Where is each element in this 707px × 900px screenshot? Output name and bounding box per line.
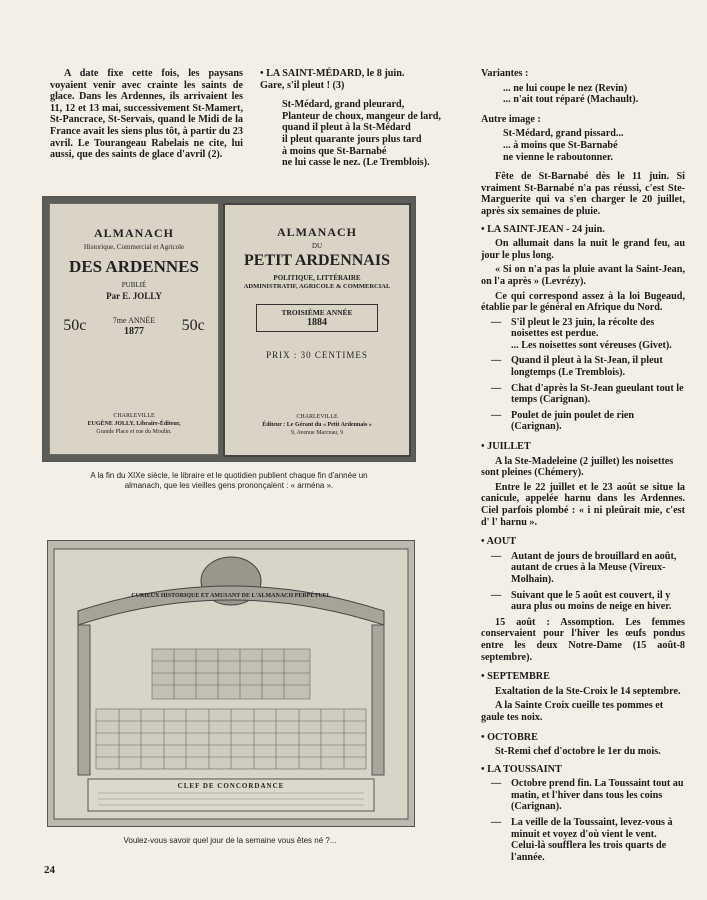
- almanach-left-address: Grande Place et rue du Moulin.: [96, 429, 172, 435]
- almanach-left-publisher: EUGÈNE JOLLY, Libraire-Éditeur,: [87, 421, 181, 427]
- almanach-right-address: 9, Avenue Marceau, 9: [290, 430, 344, 436]
- verse-line: ... à moins que St-Barnabé: [503, 139, 618, 151]
- almanach-left-imprint: [50, 412, 218, 436]
- saying-text: Chat d'après la St-Jean gueulant tout le temps (Carignan).: [511, 382, 684, 406]
- perpetual-calendar-poster: [47, 540, 415, 827]
- almanach-right-title: ALMANACH: [277, 225, 357, 239]
- septembre-heading: • SEPTEMBRE: [481, 671, 550, 682]
- intro-paragraph: A date fixe cette fois, les paysans voyaient venir avec crainte les saints de glace. Dans les Ardennes, ils arrivaient les 11, 12 et 13 mai, successivement St-Mamert, St-Pancrace, St-Servais, quand le Midi de la France avait les siens plus tôt, à partir du 23 avril. Le Tourangeau Rabelais ne cite, lui aussi, que des saints de glace d'avril (2).: [50, 68, 243, 161]
- verse-line: il pleut quarante jours plus tard: [282, 133, 422, 145]
- saint-jean-saying-3: — Chat d'après la St-Jean gueulant tout le temps (Carignan).: [491, 382, 684, 406]
- almanach-left-price: 50c: [63, 317, 87, 334]
- almanach-right-prix: PRIX : 30 CENTIMES: [266, 350, 368, 360]
- octobre-p1: St-Remi chef d'octobre le 1er du mois.: [495, 746, 661, 758]
- intro-column: [50, 68, 243, 167]
- verse-line: ne lui casse le nez. (Le Tremblois).: [282, 157, 430, 169]
- aout-heading: • AOUT: [481, 536, 516, 547]
- almanach-petit-ardennais-cover: [223, 203, 411, 457]
- almanach-caption: A la fin du XIXe siècle, le libraire et le quotidien publient chaque fin d'année un almanach, que les vieilles gens prononçaient : « arména ».: [90, 471, 368, 490]
- almanach-left-name: DES ARDENNES: [69, 257, 199, 276]
- autre-image-label: Autre image :: [481, 113, 541, 125]
- saint-jean-p3: Ce qui correspond assez à la loi Bugeaud, établie par le général en Afrique du Nord.: [481, 290, 685, 314]
- saying-text: La veille de la Toussaint, levez-vous à minuit et voyez d'où vient le vent. Celui-là soufflera les trois quarts de l'année.: [511, 817, 673, 863]
- toussaint-saying-1: — Octobre prend fin. La Toussaint tout au matin, et l'hiver dans tous les coins (Carignan).: [491, 778, 684, 813]
- saint-medard-column: [260, 68, 465, 169]
- calendar-sayings-column: [481, 68, 685, 867]
- variante-2: ... n'ait tout réparé (Machault).: [503, 94, 639, 106]
- almanach-left-price-row: [50, 315, 218, 337]
- almanach-right-publisher: Éditeur : Le Gérant du « Petit Ardennais »: [262, 422, 372, 428]
- aout-assomption: 15 août : Assomption. Les femmes conservaient pour l'hiver les œufs pondus entre les deux Notre-Dame (15 août-8 septembre).: [481, 616, 685, 663]
- verse-line: St-Médard, grand pleurard,: [282, 99, 405, 111]
- almanach-right-line2: ADMINISTRATIF, AGRICOLE & COMMERCIAL: [243, 283, 391, 290]
- saint-medard-heading: • LA SAINT-MÉDARD, le 8 juin.: [260, 68, 404, 79]
- toussaint-saying-2: — La veille de la Toussaint, levez-vous à minuit et voyez d'où vient le vent. Celui-là soufflera les trois quarts de l'année.: [491, 817, 673, 863]
- almanach-right-imprint: [225, 413, 409, 437]
- almanach-right-year: 1884: [307, 317, 327, 328]
- saint-medard-subline: Gare, s'il pleut ! (3): [260, 79, 345, 91]
- septembre-p1: Exaltation de la Ste-Croix le 14 septembre.: [495, 685, 681, 697]
- almanach-left-subtitle: Historique, Commercial et Agricole: [83, 243, 185, 251]
- almanach-right-city: CHARLEVILLE: [296, 414, 338, 420]
- verse-line: St-Médard, grand pissard...: [503, 128, 624, 140]
- almanach-left-edition: [113, 315, 155, 337]
- verse-line: ne vienne le raboutonner.: [503, 151, 613, 163]
- aout-saying-1: — Autant de jours de brouillard en août, autant de crues à la Meuse (Vireux-Molhain).: [491, 550, 677, 585]
- saint-jean-p2: « Si on n'a pas la pluie avant la Saint-Jean, on l'a après » (Levrézy).: [481, 264, 685, 287]
- almanach-ardennes-cover: [49, 203, 219, 455]
- variantes-label: Variantes :: [481, 68, 529, 79]
- saint-jean-heading: • LA SAINT-JEAN - 24 juin.: [481, 224, 605, 235]
- toussaint-heading: • LA TOUSSAINT: [481, 764, 562, 775]
- calendar-caption: Voulez-vous savoir quel jour de la semaine vous êtes né ?...: [123, 836, 337, 845]
- saying-text: ... Les noisettes sont véreuses (Givet).: [511, 339, 672, 351]
- poster-footer-title: CLEF DE CONCORDANCE: [177, 782, 285, 790]
- saint-jean-saying-1: — S'il pleut le 23 juin, la récolte des noisettes est perdue. ... Les noisettes sont véreuses (Givet).: [491, 316, 672, 351]
- almanach-left-annee: 7me ANNÉE: [112, 316, 156, 325]
- almanach-right-name: PETIT ARDENNAIS: [244, 252, 390, 269]
- aout-saying-2: — Suivant que le 5 août est couvert, il y aura plus ou moins de neige en hiver.: [491, 589, 672, 613]
- almanach-left-year: 1877: [123, 326, 144, 337]
- octobre-heading: • OCTOBRE: [481, 732, 538, 743]
- saint-medard-verse: [260, 99, 465, 169]
- saying-text: Autant de jours de brouillard en août, autant de crues à la Meuse (Vireux-Molhain).: [511, 550, 677, 585]
- saying-text: Poulet de juin poulet de rien (Carignan).: [511, 409, 635, 433]
- verse-line: à moins que St-Barnabé: [282, 145, 387, 157]
- barnabe-paragraph: Fête de St-Barnabé dès le 11 juin. Si vraiment St-Barnabé n'a pas réussi, c'est Ste-Marguerite qui va s'en charger le 20 juillet, après six semaines de pluie.: [481, 171, 685, 217]
- almanach-left-price-2: 50c: [181, 317, 205, 334]
- almanach-right-edition-box: [256, 304, 378, 332]
- almanach-photo: [42, 196, 416, 462]
- poster-banner: CURIEUX HISTORIQUE ET AMUSANT DE L'ALMANACH PERPÉTUEL: [131, 593, 331, 599]
- juillet-p2: Entre le 22 juillet et le 23 août se situe la canicule, appelée harnu dans les Ardennes. Ciel parfois plombé : « i ni pleûrait mie, c'est d' l' harnu ».: [481, 481, 685, 528]
- saint-jean-p1: On allumait dans la nuit le grand feu, au jour le plus long.: [481, 238, 685, 261]
- juillet-heading: • JUILLET: [481, 441, 531, 452]
- almanach-left-city: CHARLEVILLE: [113, 413, 155, 419]
- saying-text: Suivant que le 5 août est couvert, il y aura plus ou moins de neige en hiver.: [511, 589, 672, 613]
- saying-text: Quand il pleut à la St-Jean, il pleut longtemps (Le Tremblois).: [511, 355, 663, 379]
- autre-image-verse: [481, 128, 685, 163]
- saint-jean-saying-2: — Quand il pleut à la St-Jean, il pleut longtemps (Le Tremblois).: [491, 355, 663, 379]
- almanach-left-title: ALMANACH: [94, 226, 174, 240]
- juillet-p1: A la Ste-Madeleine (2 juillet) les noisettes sont pleines (Chémery).: [481, 455, 674, 479]
- almanach-right-annee: TROISIÈME ANNÉE: [281, 308, 353, 317]
- almanach-right-line1: POLITIQUE, LITTÉRAIRE: [273, 274, 361, 282]
- almanach-left-author: Par E. JOLLY: [106, 291, 162, 301]
- page-number: 24: [44, 864, 55, 876]
- saint-jean-saying-4: — Poulet de juin poulet de rien (Carignan).: [491, 409, 635, 433]
- septembre-p2: A la Sainte Croix cueille tes pommes et gaule tes noix.: [481, 700, 664, 723]
- almanach-right-du: DU: [311, 242, 323, 250]
- verse-line: Planteur de choux, mangeur de lard,: [282, 110, 441, 122]
- saying-text: Octobre prend fin. La Toussaint tout au matin, et l'hiver dans tous les coins (Carignan).: [511, 778, 684, 813]
- almanach-left-publie: PUBLIÉ: [121, 281, 147, 289]
- variante-1: ... ne lui coupe le nez (Revin): [503, 82, 628, 94]
- saying-text: S'il pleut le 23 juin, la récolte des noisettes est perdue.: [511, 316, 655, 340]
- verse-line: quand il pleut à la St-Médard: [282, 122, 411, 134]
